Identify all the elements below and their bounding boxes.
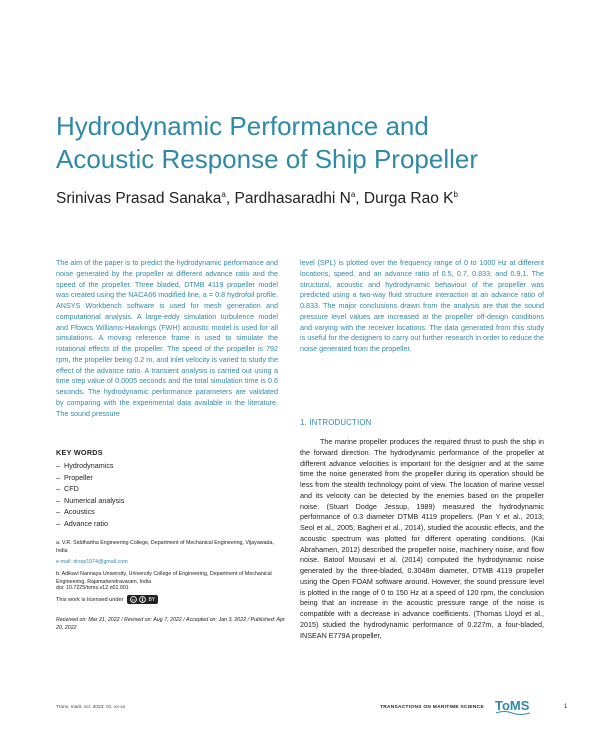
creative-commons-icon [130,596,137,603]
author-1: Srinivas Prasad Sanaka [56,190,222,208]
license-line [56,595,158,604]
title-line-1: Hydrodynamic Performance and [56,111,429,141]
abstract-text-right: level (SPL) is plotted over the frequency range of 0 to 1000 Hz at different locations, speed, and an advance ratio of 0.5, 0.7, 0.833, and 0.9,1. The structural, acoustic and hydrodynamic behaviour of the propeller was predicted using a two-way fluid structure interaction at an advance ratio of 0.833. The major conclusions drawn from the analysis are that the sound pressure level values are increased at the propeller off-design conditions and varying with the receiver locations. The data generated from this study is useful for the designers to carry out further research in order to reduce the noise generated from the propeller. [300,258,544,353]
keyword-item: – Numerical analysis [56,495,124,507]
footer-journal-name: TRANSACTIONS ON MARITIME SCIENCE [380,705,484,710]
keywords-heading: KEY WORDS [56,448,103,457]
author-2-affiliation: a [350,190,356,199]
author-list [56,190,556,208]
keyword-item: – CFD [56,483,124,495]
affiliation-b: b. Adikavi Nannaya University, University College of Engineering, Department of Mechanical Engineering, Rajamahendravaram, India [56,571,272,585]
attribution-icon [139,596,146,603]
license-text: This work is licensed under [56,596,124,603]
keyword-item: – Advance ratio [56,518,124,530]
author-separator: , [355,190,364,208]
toms-logo-text: ToMS [495,698,530,713]
email-link[interactable]: e-mail: drssp1974@gmail.com [56,559,128,565]
abstract-text-left: The aim of the paper is to predict the hydrodynamic performance and noise generated by the propeller at different advance ratio and the speed of the propeller. Three bladed, DTMB 4119 propeller model was created using the NACA66 modified line, a = 0.8 hydrofoil profile. ANSYS Workbench software is used for mesh generation and computational analysis. A large-eddy simulation turbulence model and Ffowcs Williams-Hawkings (FWH) acoustic model is used for all simulations. A moving reference frame is used to simulate the rotational effects of the propeller. The speed of the propeller is 792 rpm, the propeller being 0.2 m, and inlet velocity is varied to study the effect of the advance ratio. A transient analysis is carried out using a time step value of 0.0005 seconds and the total simulation time is 0.6 seconds. The hydrodynamic performance parameters are validated by comparing with the experimental data available in the literature. The sound pressure [56,258,278,418]
section-heading-introduction: 1. INTRODUCTION [300,418,372,427]
cc-license-badge[interactable] [127,595,158,604]
paper-title [56,110,556,176]
keyword-item: – Acoustics [56,506,124,518]
keyword-item: – Hydrodynamics [56,460,124,472]
footer-citation: Trans. marit. sci. 2023; 01: xx-xx [56,705,126,710]
keywords-list [56,460,124,529]
license-badge-label: BY [148,596,156,603]
author-1-affiliation: a [221,190,226,199]
author-3: Durga Rao K [363,190,454,208]
affiliation-a: a. V.R. Siddhartha Engineering College, Department of Mechanical Engineering, Vijayawada, India [56,540,274,554]
introduction-text: The marine propeller produces the required thrust to push the ship in the forward direction. The hydrodynamic performance of the propeller at different advance velocities is important for the designer and at the same time the noise generated from the propeller during its operation should be less from the stealth technology point of view. The location of marine vessel and its velocity can be detected by the enemies based on the propeller noise. (Stuart Dodge Jessup, 1989) measured the hydrodynamic performance of 0.3 diameter DTMB 4119 propellers. (Pan Y et al., 2013; Seol et al., 2005; Bagheri et al., 2014), studied the acoustic effects, and the acoustic spectrum was plotted for different operating conditions. (Kai Abrahamen, 2012) described the propeller noise, machinery noise, and flow noise. Batool Mousavi et al. (2014) computed the hydrodynamic noise generated by the three-bladed, 0.3048m diameter, DTMB 4119 propeller using the Open FOAM software around. However, the sound pressure level is plotted in the range of 0 to 150 Hz at a speed of 120 rpm, the conclusion being that an increase in the acoustic pressure range of the noise is compatible with a decrease in advance coefficients. (Thomas Lloyd et al., 2015) studied the hydrodynamic performance of 0.227m, a four-bladed, INSEAN E779A propeller, [300,437,544,640]
doi[interactable]: doi: 10.7225/toms.v12.n01.001 [56,585,129,591]
author-2: Pardhasaradhi N [234,190,351,208]
toms-logo [494,696,534,716]
page-number: 1 [564,704,568,710]
author-3-affiliation: b [453,190,458,199]
abstract-left-column [56,258,278,419]
author-separator: , [225,190,235,208]
svg-text:cc: cc [132,597,136,602]
publication-dates: Received on: Mar 21, 2022 / Revised on: Aug 7, 2022 / Accepted on: Jan 3, 2022 / Published: Apr 20, 2022 [56,617,285,631]
title-line-2: Acoustic Response of Ship Propeller [56,144,479,174]
abstract-right-column [300,258,544,355]
keyword-item: – Propeller [56,472,124,484]
